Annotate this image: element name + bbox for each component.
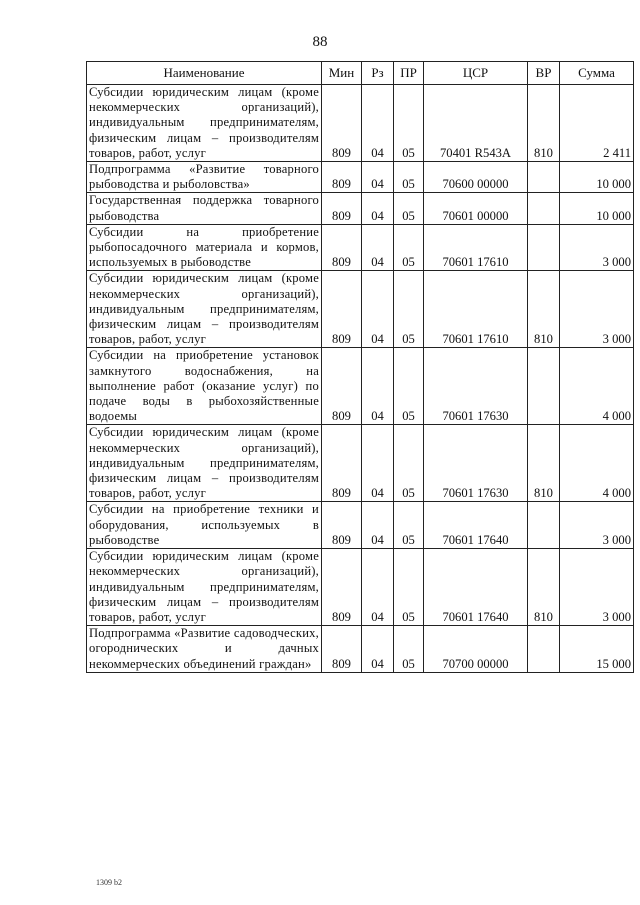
row-rz: 04 — [362, 425, 394, 502]
row-name: Субсидии юридическим лицам (кроме некоммерческих организаций), индивидуальным предпринимателям, физическим лицам – производителям товаров, работ, услуг — [87, 85, 322, 162]
row-sum: 10 000 — [560, 193, 634, 224]
row-csr: 70600 00000 — [424, 162, 528, 193]
header-vr: ВР — [528, 62, 560, 85]
table-row — [87, 193, 634, 224]
row-csr: 70700 00000 — [424, 626, 528, 673]
row-name: Субсидии юридическим лицам (кроме некоммерческих организаций), индивидуальным предпринимателям, физическим лицам – производителям товаров, работ, услуг — [87, 271, 322, 348]
row-csr: 70601 17640 — [424, 549, 528, 626]
table-row — [87, 348, 634, 425]
row-pr: 05 — [394, 193, 424, 224]
row-rz: 04 — [362, 271, 394, 348]
row-name: Подпрограмма «Развитие садоводческих, огороднических и дачных некоммерческих объединений граждан» — [87, 626, 322, 673]
row-rz: 04 — [362, 193, 394, 224]
row-pr: 05 — [394, 425, 424, 502]
header-sum: Сумма — [560, 62, 634, 85]
row-rz: 04 — [362, 162, 394, 193]
budget-table — [86, 61, 634, 673]
row-csr: 70601 17610 — [424, 224, 528, 271]
row-rz: 04 — [362, 85, 394, 162]
row-name: Субсидии юридическим лицам (кроме некоммерческих организаций), индивидуальным предпринимателям, физическим лицам – производителям товаров, работ, услуг — [87, 549, 322, 626]
row-vr: 810 — [528, 271, 560, 348]
row-vr — [528, 348, 560, 425]
row-min: 809 — [322, 85, 362, 162]
row-name: Государственная поддержка товарного рыбоводства — [87, 193, 322, 224]
table-row — [87, 224, 634, 271]
row-csr: 70601 00000 — [424, 193, 528, 224]
row-vr: 810 — [528, 85, 560, 162]
row-min: 809 — [322, 626, 362, 673]
row-csr: 70601 17610 — [424, 271, 528, 348]
row-rz: 04 — [362, 348, 394, 425]
row-min: 809 — [322, 425, 362, 502]
row-sum: 4 000 — [560, 348, 634, 425]
row-vr — [528, 193, 560, 224]
row-sum: 15 000 — [560, 626, 634, 673]
row-name: Субсидии на приобретение рыбопосадочного материала и кормов, используемых в рыбоводстве — [87, 224, 322, 271]
row-name: Подпрограмма «Развитие товарного рыбоводства и рыболовства» — [87, 162, 322, 193]
header-min: Мин — [322, 62, 362, 85]
table-row — [87, 425, 634, 502]
row-name: Субсидии на приобретение установок замкнутого водоснабжения, на выполнение работ (оказание услуг) по подаче воды в рыбохозяйственные водоемы — [87, 348, 322, 425]
row-sum: 10 000 — [560, 162, 634, 193]
row-min: 809 — [322, 348, 362, 425]
row-sum: 3 000 — [560, 502, 634, 549]
page-number: 88 — [312, 34, 328, 50]
row-min: 809 — [322, 271, 362, 348]
header-rz: Рз — [362, 62, 394, 85]
row-pr: 05 — [394, 502, 424, 549]
row-csr: 70601 17630 — [424, 425, 528, 502]
row-sum: 3 000 — [560, 549, 634, 626]
row-sum: 2 411 — [560, 85, 634, 162]
table-header-row — [87, 62, 634, 85]
row-vr — [528, 626, 560, 673]
row-csr: 70601 17630 — [424, 348, 528, 425]
row-rz: 04 — [362, 549, 394, 626]
row-pr: 05 — [394, 224, 424, 271]
row-rz: 04 — [362, 626, 394, 673]
header-name: Наименование — [87, 62, 322, 85]
row-pr: 05 — [394, 85, 424, 162]
row-rz: 04 — [362, 224, 394, 271]
table-row — [87, 271, 634, 348]
table-row — [87, 502, 634, 549]
row-pr: 05 — [394, 162, 424, 193]
row-sum: 3 000 — [560, 224, 634, 271]
row-vr: 810 — [528, 425, 560, 502]
row-pr: 05 — [394, 348, 424, 425]
row-name: Субсидии на приобретение техники и оборудования, используемых в рыбоводстве — [87, 502, 322, 549]
row-vr — [528, 162, 560, 193]
table-row — [87, 549, 634, 626]
row-vr — [528, 502, 560, 549]
row-rz: 04 — [362, 502, 394, 549]
row-vr: 810 — [528, 549, 560, 626]
header-pr: ПР — [394, 62, 424, 85]
row-csr: 70401 R543A — [424, 85, 528, 162]
row-name: Субсидии юридическим лицам (кроме некоммерческих организаций), индивидуальным предпринимателям, физическим лицам – производителям товаров, работ, услуг — [87, 425, 322, 502]
row-sum: 4 000 — [560, 425, 634, 502]
row-min: 809 — [322, 224, 362, 271]
table-row — [87, 626, 634, 673]
row-pr: 05 — [394, 549, 424, 626]
row-min: 809 — [322, 162, 362, 193]
header-csr: ЦСР — [424, 62, 528, 85]
row-sum: 3 000 — [560, 271, 634, 348]
row-pr: 05 — [394, 271, 424, 348]
row-min: 809 — [322, 502, 362, 549]
table-row — [87, 162, 634, 193]
row-vr — [528, 224, 560, 271]
row-csr: 70601 17640 — [424, 502, 528, 549]
row-min: 809 — [322, 549, 362, 626]
table-row — [87, 85, 634, 162]
row-pr: 05 — [394, 626, 424, 673]
row-min: 809 — [322, 193, 362, 224]
footer-mark: 1309 b2 — [96, 878, 122, 887]
